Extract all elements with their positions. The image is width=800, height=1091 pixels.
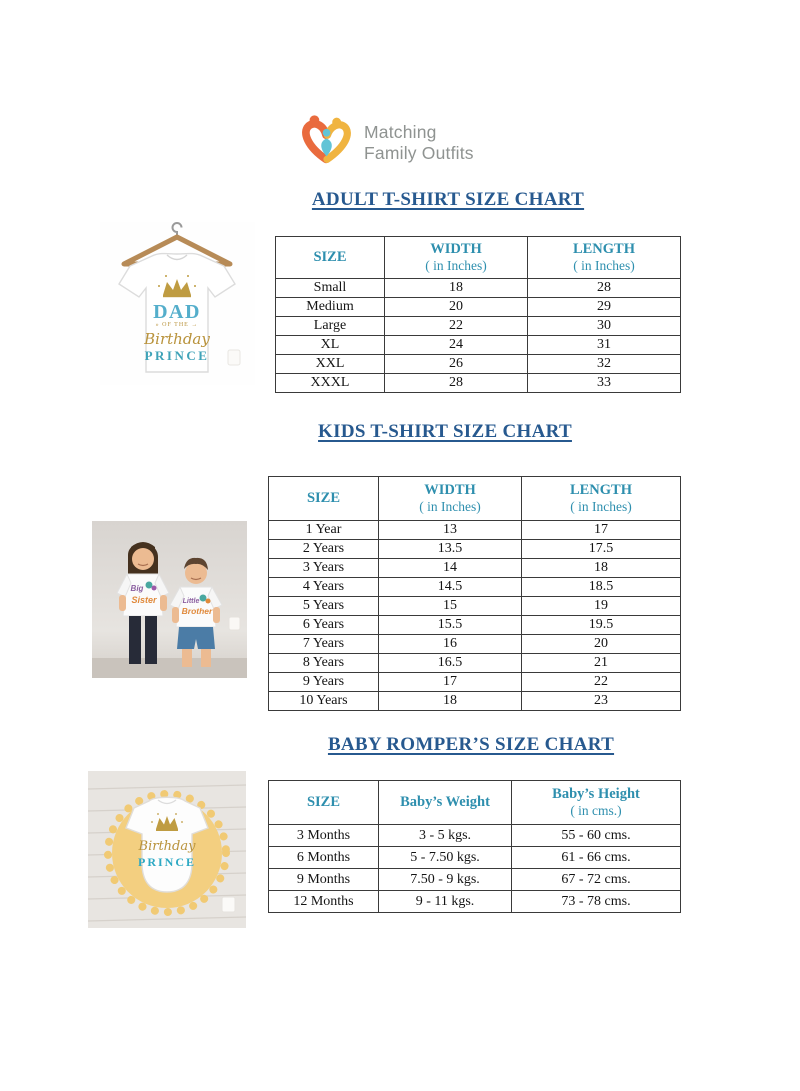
adult-header-row	[276, 237, 681, 279]
table-cell: 19.5	[522, 616, 681, 635]
table-cell: 55 - 60 cms.	[512, 825, 681, 847]
table-row	[269, 654, 681, 673]
table-cell: 33	[528, 374, 681, 393]
adult-chart-heading: ADULT T-SHIRT SIZE CHART	[311, 189, 585, 210]
table-cell: 21	[522, 654, 681, 673]
table-cell: 18.5	[522, 578, 681, 597]
table-cell: 3 Months	[269, 825, 379, 847]
table-row	[269, 825, 681, 847]
table-row	[269, 578, 681, 597]
table-cell: 13	[379, 521, 522, 540]
kids-header-row	[269, 477, 681, 521]
baby-header-row	[269, 781, 681, 825]
table-cell: 8 Years	[269, 654, 379, 673]
table-row	[269, 616, 681, 635]
adult-tshirt-photo	[100, 222, 255, 385]
table-cell: 26	[385, 355, 528, 374]
baby-col-size: SIZE	[269, 781, 379, 825]
adult-size-table	[275, 236, 681, 393]
baby-romper-photo	[88, 771, 246, 928]
svg-text:Brother: Brother	[181, 606, 213, 616]
brand-name-line2: Family Outfits	[364, 142, 474, 163]
table-cell: Small	[276, 279, 385, 298]
svg-text:Little: Little	[182, 598, 200, 605]
photo-tag	[229, 617, 240, 630]
table-cell: 28	[528, 279, 681, 298]
table-cell: 28	[385, 374, 528, 393]
kids-col-size: SIZE	[269, 477, 379, 521]
baby-size-table	[268, 780, 681, 913]
svg-text:Big: Big	[130, 584, 144, 593]
table-cell: 67 - 72 cms.	[512, 869, 681, 891]
svg-text:PRINCE: PRINCE	[144, 348, 210, 363]
table-cell: 18	[385, 279, 528, 298]
table-cell: 73 - 78 cms.	[512, 891, 681, 913]
table-cell: 22	[522, 673, 681, 692]
table-cell: 16	[379, 635, 522, 654]
table-cell: 10 Years	[269, 692, 379, 711]
family-heart-logo-icon	[298, 111, 356, 174]
table-cell: 7 Years	[269, 635, 379, 654]
table-cell: 4 Years	[269, 578, 379, 597]
table-cell: 19	[522, 597, 681, 616]
kids-tshirt-photo	[92, 521, 247, 678]
brand-logo	[298, 111, 474, 174]
table-row	[269, 673, 681, 692]
table-cell: 2 Years	[269, 540, 379, 559]
kids-size-table	[268, 476, 681, 711]
table-row	[269, 847, 681, 869]
baby-chart-heading: BABY ROMPER’S SIZE CHART	[327, 734, 615, 755]
table-row	[269, 597, 681, 616]
table-cell: XXL	[276, 355, 385, 374]
table-cell: 14	[379, 559, 522, 578]
svg-text:PRINCE: PRINCE	[137, 855, 197, 869]
table-cell: 12 Months	[269, 891, 379, 913]
table-row	[276, 355, 681, 374]
table-cell: 14.5	[379, 578, 522, 597]
table-cell: 61 - 66 cms.	[512, 847, 681, 869]
kids-col-length: LENGTH ( in Inches)	[522, 477, 681, 521]
table-cell: 23	[522, 692, 681, 711]
table-row	[269, 891, 681, 913]
table-cell: 5 Years	[269, 597, 379, 616]
table-row	[276, 336, 681, 355]
table-cell: 6 Months	[269, 847, 379, 869]
table-row	[276, 279, 681, 298]
table-row	[276, 374, 681, 393]
table-cell: 30	[528, 317, 681, 336]
table-cell: 7.50 - 9 kgs.	[379, 869, 512, 891]
svg-text:Birthday: Birthday	[144, 330, 210, 348]
kids-col-width: WIDTH ( in Inches)	[379, 477, 522, 521]
table-cell: Large	[276, 317, 385, 336]
table-cell: 3 Years	[269, 559, 379, 578]
table-cell: 1 Year	[269, 521, 379, 540]
table-cell: 15.5	[379, 616, 522, 635]
table-cell: 13.5	[379, 540, 522, 559]
table-cell: 5 - 7.50 kgs.	[379, 847, 512, 869]
table-cell: 9 Years	[269, 673, 379, 692]
table-cell: 17	[379, 673, 522, 692]
table-cell: 6 Years	[269, 616, 379, 635]
table-cell: 17	[522, 521, 681, 540]
table-row	[276, 317, 681, 336]
table-cell: 9 - 11 kgs.	[379, 891, 512, 913]
table-row	[276, 298, 681, 317]
table-cell: 32	[528, 355, 681, 374]
table-cell: 24	[385, 336, 528, 355]
table-cell: 17.5	[522, 540, 681, 559]
table-cell: XL	[276, 336, 385, 355]
svg-text:Sister: Sister	[131, 595, 157, 605]
table-row	[269, 869, 681, 891]
adult-col-size: SIZE	[276, 237, 385, 279]
kids-chart-heading: KIDS T-SHIRT SIZE CHART	[318, 421, 572, 442]
table-cell: 9 Months	[269, 869, 379, 891]
table-row	[269, 540, 681, 559]
table-row	[269, 692, 681, 711]
table-row	[269, 635, 681, 654]
price-tag	[228, 350, 240, 365]
baby-col-weight: Baby’s Weight	[379, 781, 512, 825]
table-cell: 31	[528, 336, 681, 355]
table-cell: 20	[522, 635, 681, 654]
svg-text:DAD: DAD	[153, 301, 201, 323]
table-cell: 18	[379, 692, 522, 711]
brand-name	[364, 122, 474, 163]
adult-col-length: LENGTH ( in Inches)	[528, 237, 681, 279]
table-cell: 16.5	[379, 654, 522, 673]
table-row	[269, 521, 681, 540]
table-cell: 15	[379, 597, 522, 616]
table-cell: 18	[522, 559, 681, 578]
svg-text:Birthday: Birthday	[138, 839, 196, 854]
photo-tag	[222, 897, 235, 912]
table-cell: 3 - 5 kgs.	[379, 825, 512, 847]
table-cell: Medium	[276, 298, 385, 317]
adult-col-width: WIDTH ( in Inches)	[385, 237, 528, 279]
table-cell: 20	[385, 298, 528, 317]
table-cell: 29	[528, 298, 681, 317]
baby-col-height: Baby’s Height ( in cms.)	[512, 781, 681, 825]
svg-text:» OF THE →: » OF THE →	[155, 322, 199, 328]
table-cell: 22	[385, 317, 528, 336]
table-cell: XXXL	[276, 374, 385, 393]
table-row	[269, 559, 681, 578]
brand-name-line1: Matching	[364, 121, 437, 142]
